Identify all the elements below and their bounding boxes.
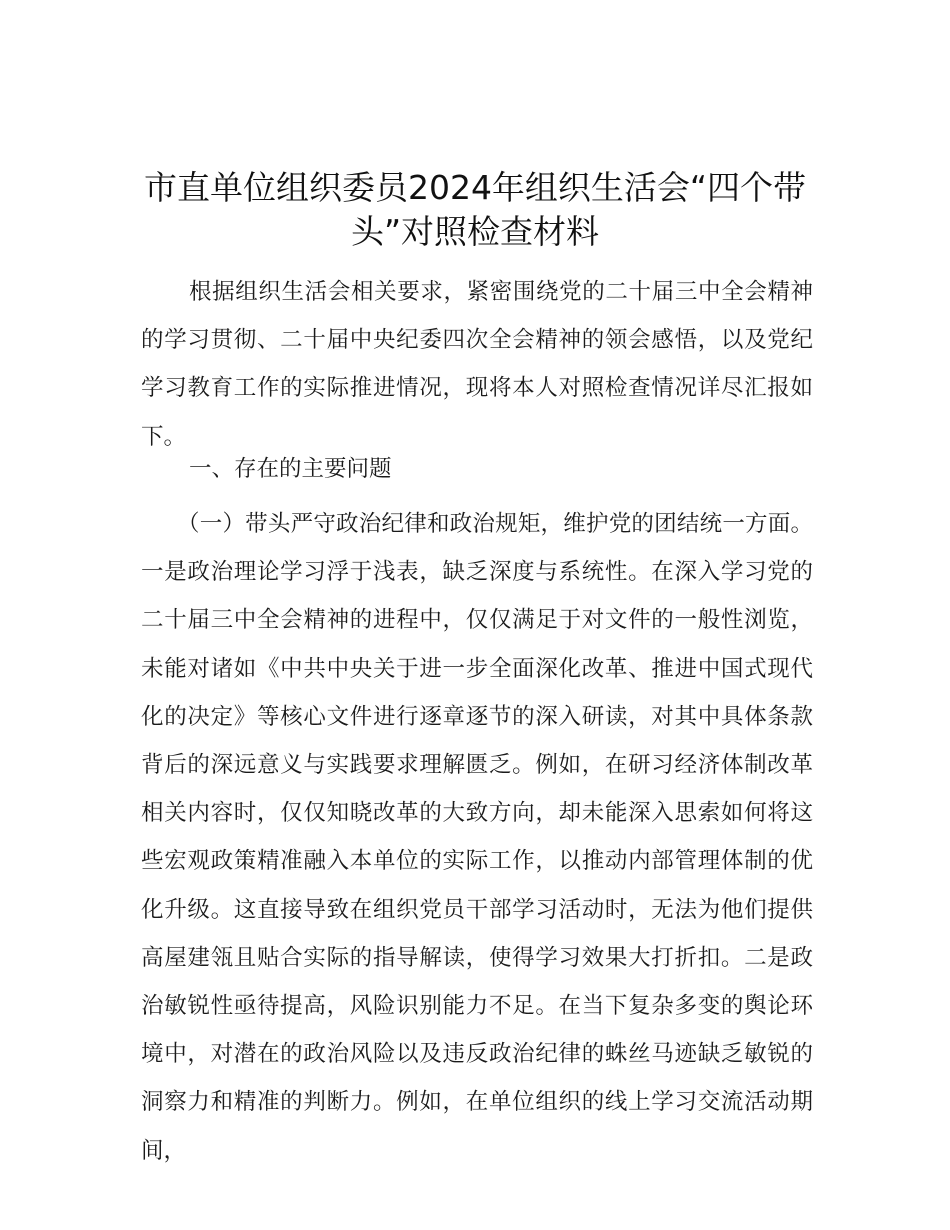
intro-paragraph: 根据组织生活会相关要求，紧密围绕党的二十届三中全会精神的学习贯彻、二十届中央纪委四次全会精神的领会感悟，以及党纪学习教育工作的实际推进情况，现将本人对照检查情况详尽汇报如下。 [141,279,813,450]
document-title: 市直单位组织委员2024年组织生活会“四个带头”对照检查材料 [143,168,807,251]
section-heading: 一、存在的主要问题 [189,456,392,482]
section-paragraph: （一）带头严守政治纪律和政治规矩，维护党的团结统一方面。一是政治理论学习浮于浅表，缺乏深度与系统性。在深入学习党的二十届三中全会精神的进程中，仅仅满足于对文件的一般性浏览，未能对诸如《中共中央关于进一步全面深化改革、推进中国式现代化的决定》等核心文件进行逐章逐节的深入研读，对其中具体条款背后的深远意义与实践要求理解匮乏。例如，在研习经济体制改革相关内容时，仅仅知晓改革的大致方向，却未能深入思索如何将这些宏观政策精准融入本单位的实际工作，以推动内部管理体制的优化升级。这直接导致在组织党员干部学习活动时，无法为他们提供高屋建瓴且贴合实际的指导解读，使得学习效果大打折扣。二是政治敏锐性亟待提高，风险识别能力不足。在当下复杂多变的舆论环境中，对潜在的政治风险以及违反政治纪律的蛛丝马迹缺乏敏锐的洞察力和精准的判断力。例如，在单位组织的线上学习交流活动期间， [141,511,813,1164]
